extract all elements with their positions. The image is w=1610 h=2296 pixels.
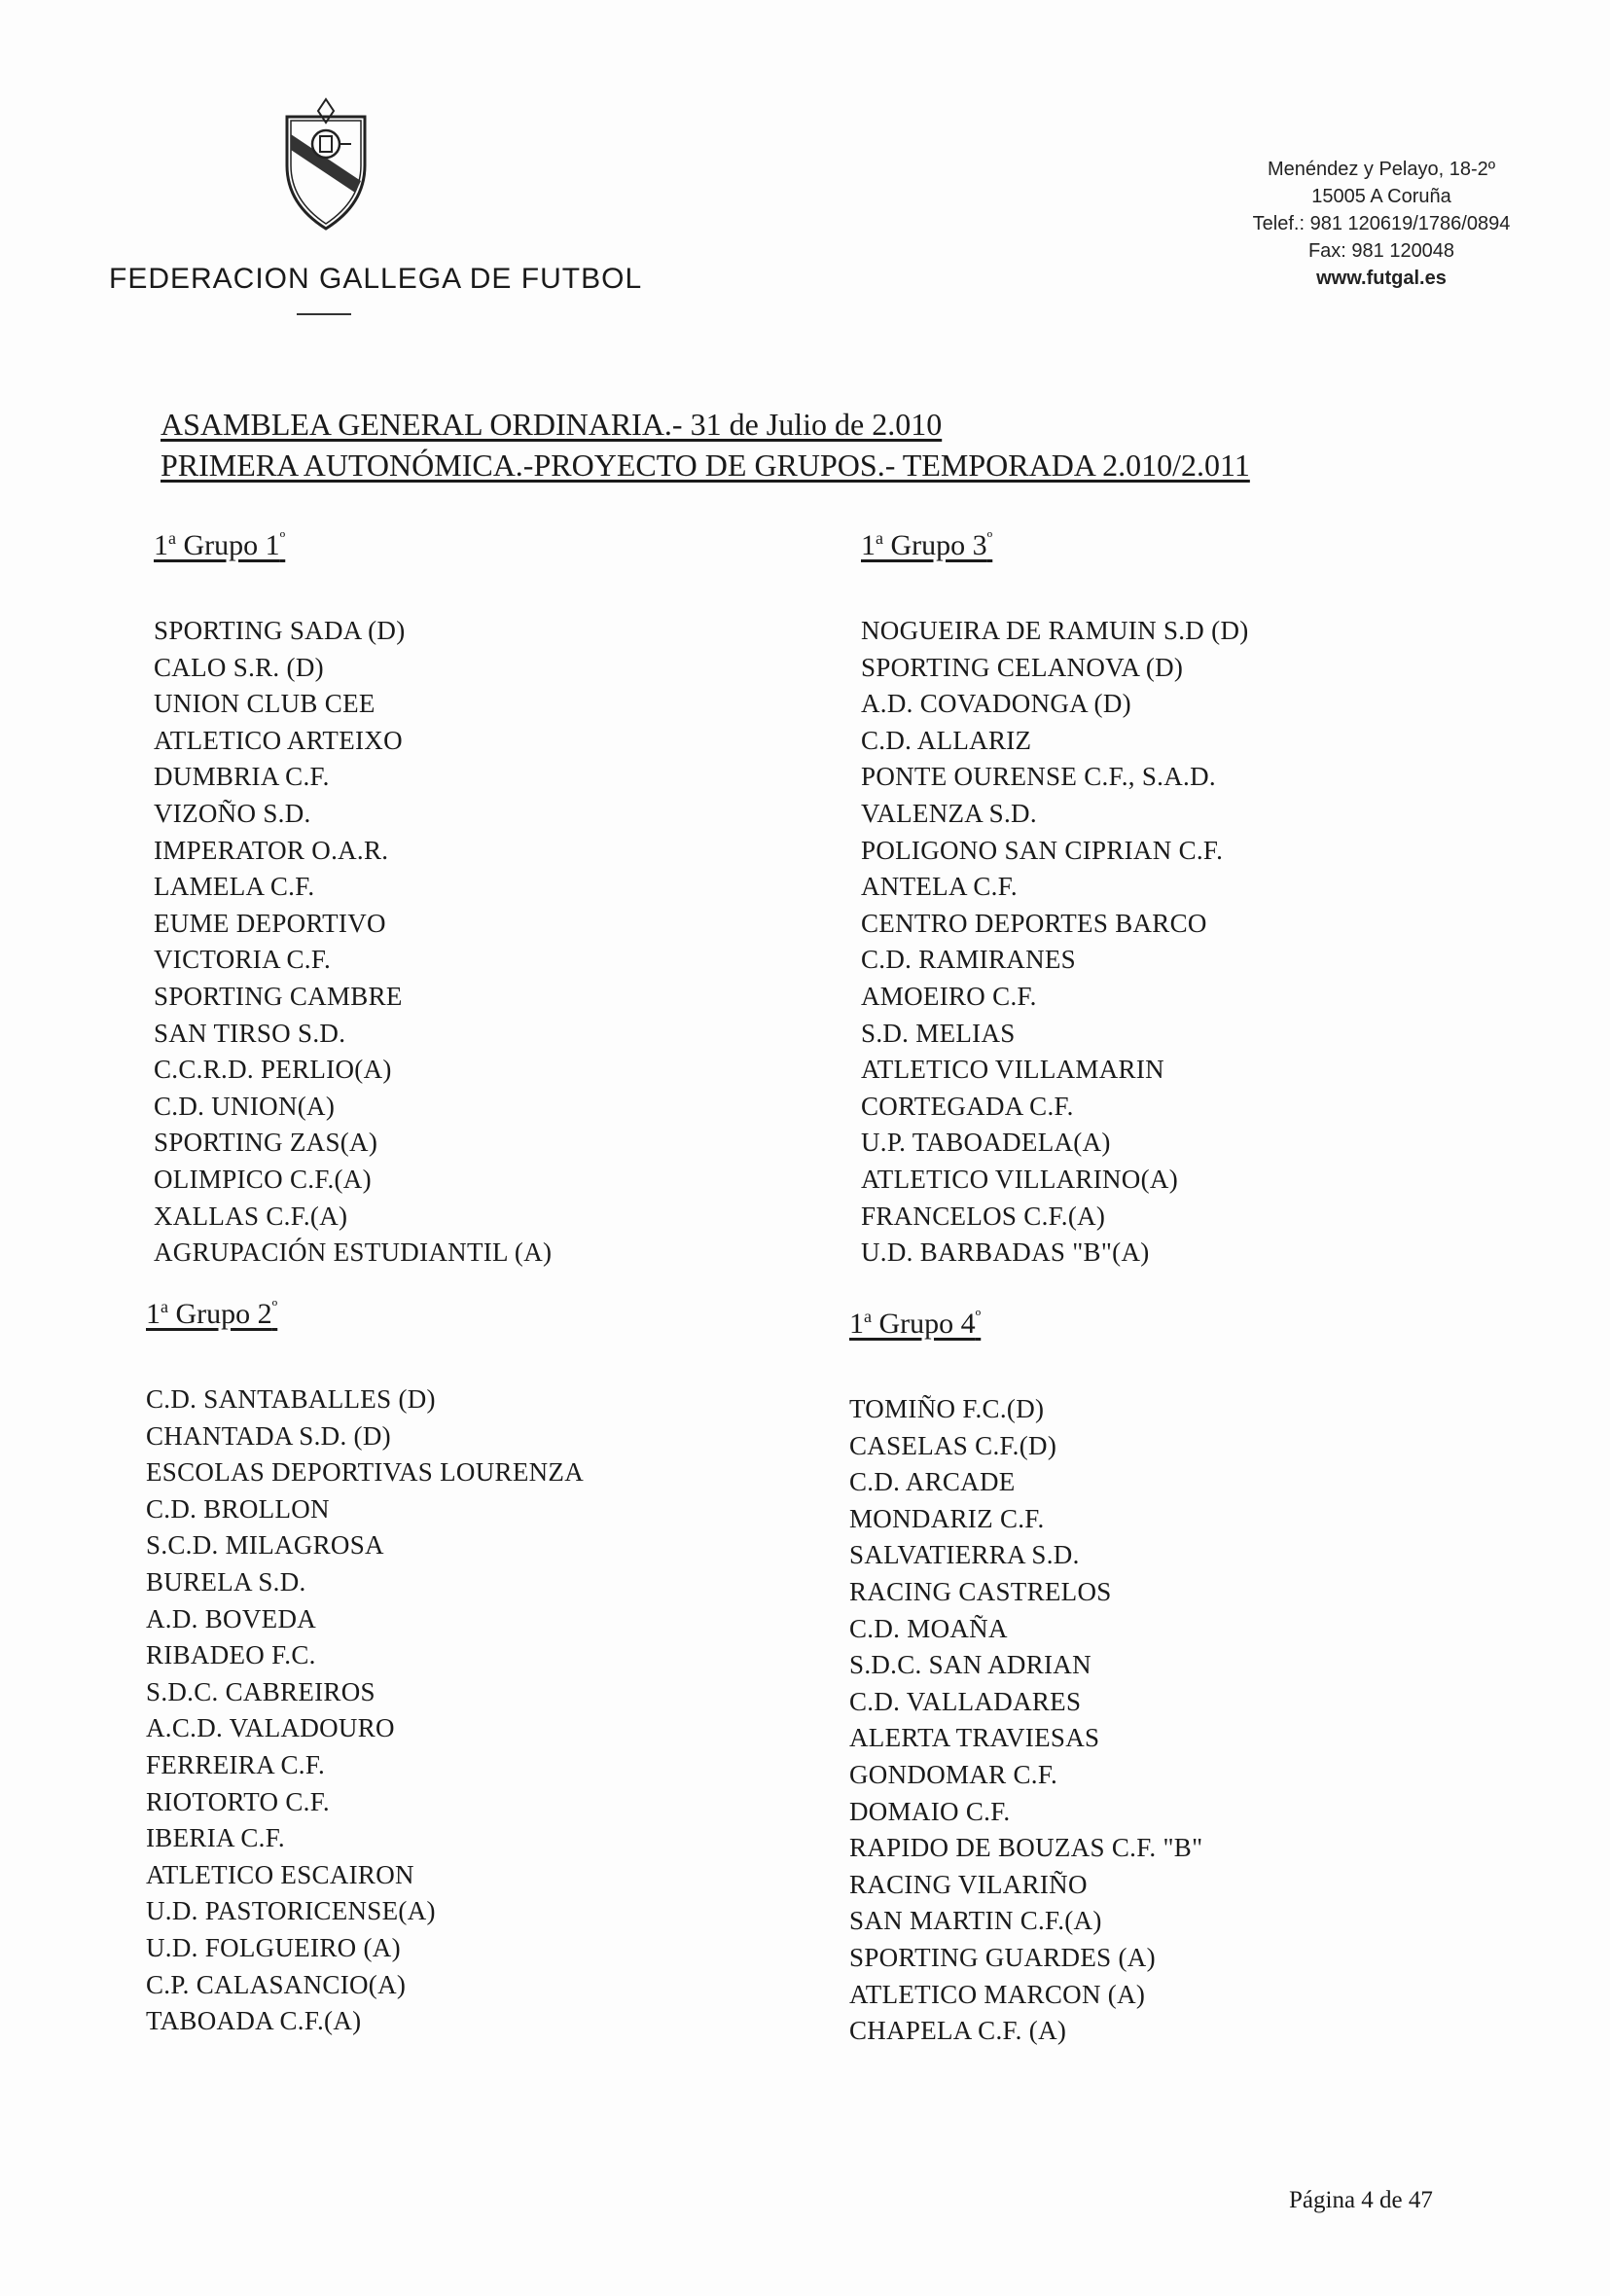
- team-item: CASELAS C.F.(D): [849, 1430, 1057, 1460]
- team-item: U.D. FOLGUEIRO (A): [146, 1932, 401, 1962]
- group-prefix: 1: [146, 1298, 161, 1330]
- group-prefix-sup: a: [161, 1297, 168, 1316]
- team-list: [861, 613, 1249, 1272]
- team-item: GONDOMAR C.F.: [849, 1759, 1058, 1789]
- team-item: RAPIDO DE BOUZAS C.F. "B": [849, 1833, 1203, 1863]
- group-2: [146, 1297, 584, 2040]
- team-item: RIOTORTO C.F.: [146, 1786, 330, 1816]
- team-item: C.P. CALASANCIO(A): [146, 1969, 407, 1999]
- team-item: S.C.D. MILAGROSA: [146, 1530, 384, 1561]
- team-item: CALO S.R. (D): [154, 652, 324, 682]
- heading-line-1: ASAMBLEA GENERAL ORDINARIA.- 31 de Julio de 2.010: [161, 407, 943, 442]
- group-label-sup: º: [986, 528, 993, 548]
- team-item: S.D. MELIAS: [861, 1018, 1016, 1048]
- team-item: XALLAS C.F.(A): [154, 1201, 348, 1231]
- team-item: TABOADA C.F.(A): [146, 2006, 362, 2036]
- document-heading: [161, 404, 1250, 485]
- team-item: CHAPELA C.F. (A): [849, 2016, 1067, 2046]
- group-title: [861, 528, 1249, 562]
- team-item: U.D. PASTORICENSE(A): [146, 1896, 436, 1926]
- team-list: [154, 613, 552, 1272]
- team-item: S.D.C. CABREIROS: [146, 1676, 376, 1706]
- team-item: C.D. ALLARIZ: [861, 725, 1032, 755]
- team-item: PONTE OURENSE C.F., S.A.D.: [861, 762, 1216, 792]
- team-item: LAMELA C.F.: [154, 872, 315, 902]
- team-item: U.D. BARBADAS "B"(A): [861, 1238, 1150, 1268]
- group-title: [154, 528, 552, 562]
- group-4: [849, 1307, 1202, 2050]
- group-1: [154, 528, 552, 1272]
- team-item: CENTRO DEPORTES BARCO: [861, 908, 1207, 938]
- team-item: DOMAIO C.F.: [849, 1796, 1011, 1826]
- team-item: C.D. ARCADE: [849, 1467, 1016, 1497]
- group-label: Grupo 4: [878, 1308, 976, 1340]
- team-item: IMPERATOR O.A.R.: [154, 835, 389, 865]
- group-label: Grupo 1: [183, 529, 280, 561]
- team-item: VALENZA S.D.: [861, 798, 1037, 828]
- team-item: SALVATIERRA S.D.: [849, 1540, 1080, 1570]
- team-item: VIZOÑO S.D.: [154, 798, 311, 828]
- team-item: CHANTADA S.D. (D): [146, 1420, 391, 1451]
- team-list: [849, 1391, 1202, 2050]
- team-item: BURELA S.D.: [146, 1566, 306, 1596]
- team-item: C.D. BROLLON: [146, 1493, 330, 1524]
- website-link[interactable]: www.futgal.es: [1316, 268, 1447, 289]
- heading-line-2: PRIMERA AUTONÓMICA.-PROYECTO DE GRUPOS.- TEMPORADA 2.010/2.011: [161, 448, 1250, 483]
- group-label-sup: º: [279, 528, 286, 548]
- team-item: EUME DEPORTIVO: [154, 908, 386, 938]
- team-item: NOGUEIRA DE RAMUIN S.D (D): [861, 616, 1249, 645]
- group-title: [146, 1297, 584, 1331]
- team-item: C.D. VALLADARES: [849, 1686, 1082, 1716]
- group-label-sup: º: [975, 1307, 982, 1326]
- city-line: 15005 A Coruña: [1311, 186, 1451, 207]
- group-label-sup: º: [271, 1297, 278, 1316]
- phone-line: Telef.: 981 120619/1786/0894: [1252, 213, 1511, 234]
- team-item: OLIMPICO C.F.(A): [154, 1164, 372, 1194]
- team-item: AGRUPACIÓN ESTUDIANTIL (A): [154, 1238, 553, 1268]
- federation-shield-logo: [277, 97, 375, 233]
- team-item: SAN MARTIN C.F.(A): [849, 1906, 1102, 1936]
- team-item: MONDARIZ C.F.: [849, 1503, 1045, 1533]
- team-item: DUMBRIA C.F.: [154, 762, 330, 792]
- group-prefix: 1: [849, 1308, 864, 1340]
- page-number: Página 4 de 47: [1289, 2187, 1433, 2213]
- team-item: SPORTING SADA (D): [154, 616, 406, 645]
- group-prefix-sup: a: [168, 528, 176, 548]
- team-item: U.P. TABOADELA(A): [861, 1128, 1111, 1158]
- team-item: SPORTING CAMBRE: [154, 981, 403, 1011]
- team-item: POLIGONO SAN CIPRIAN C.F.: [861, 835, 1224, 865]
- team-item: C.D. UNION(A): [154, 1091, 336, 1121]
- fax-line: Fax: 981 120048: [1307, 240, 1455, 262]
- team-item: A.D. BOVEDA: [146, 1603, 317, 1633]
- address-line: Menéndez y Pelayo, 18-2º: [1267, 159, 1496, 180]
- team-item: SPORTING GUARDES (A): [849, 1942, 1156, 1972]
- team-item: CORTEGADA C.F.: [861, 1091, 1074, 1121]
- team-item: A.C.D. VALADOURO: [146, 1713, 395, 1743]
- team-item: UNION CLUB CEE: [154, 689, 376, 719]
- team-item: C.C.R.D. PERLIO(A): [154, 1055, 392, 1085]
- team-item: IBERIA C.F.: [146, 1823, 285, 1853]
- team-item: SAN TIRSO S.D.: [154, 1018, 346, 1048]
- team-item: C.D. RAMIRANES: [861, 945, 1076, 975]
- group-prefix: 1: [861, 529, 876, 561]
- group-label: Grupo 2: [175, 1298, 272, 1330]
- team-item: RACING CASTRELOS: [849, 1576, 1112, 1606]
- team-item: ATLETICO ARTEIXO: [154, 725, 403, 755]
- team-item: C.D. SANTABALLES (D): [146, 1384, 436, 1414]
- team-item: ATLETICO VILLARINO(A): [861, 1164, 1178, 1194]
- team-item: ATLETICO ESCAIRON: [146, 1859, 414, 1889]
- group-label: Grupo 3: [890, 529, 987, 561]
- team-item: AMOEIRO C.F.: [861, 981, 1037, 1011]
- team-item: TOMIÑO F.C.(D): [849, 1394, 1045, 1423]
- group-prefix: 1: [154, 529, 168, 561]
- team-item: RIBADEO F.C.: [146, 1640, 316, 1670]
- team-item: ATLETICO VILLAMARIN: [861, 1055, 1164, 1085]
- team-item: SPORTING CELANOVA (D): [861, 652, 1184, 682]
- group-3: [861, 528, 1249, 1272]
- team-item: A.D. COVADONGA (D): [861, 689, 1131, 719]
- team-item: C.D. MOAÑA: [849, 1613, 1008, 1643]
- federation-underline: [297, 313, 351, 315]
- team-item: ALERTA TRAVIESAS: [849, 1723, 1100, 1753]
- team-item: SPORTING ZAS(A): [154, 1128, 378, 1158]
- group-prefix-sup: a: [864, 1307, 872, 1326]
- team-item: ATLETICO MARCON (A): [849, 1979, 1146, 2009]
- team-item: FRANCELOS C.F.(A): [861, 1201, 1106, 1231]
- team-list: [146, 1381, 584, 2040]
- team-item: VICTORIA C.F.: [154, 945, 332, 975]
- federation-name: FEDERACION GALLEGA DE FUTBOL: [109, 263, 643, 295]
- team-item: ANTELA C.F.: [861, 872, 1018, 902]
- team-item: S.D.C. SAN ADRIAN: [849, 1650, 1091, 1680]
- contact-block: [1206, 156, 1556, 292]
- group-prefix-sup: a: [876, 528, 883, 548]
- team-item: ESCOLAS DEPORTIVAS LOURENZA: [146, 1457, 585, 1488]
- team-item: FERREIRA C.F.: [146, 1749, 326, 1779]
- team-item: RACING VILARIÑO: [849, 1869, 1088, 1899]
- group-title: [849, 1307, 1202, 1341]
